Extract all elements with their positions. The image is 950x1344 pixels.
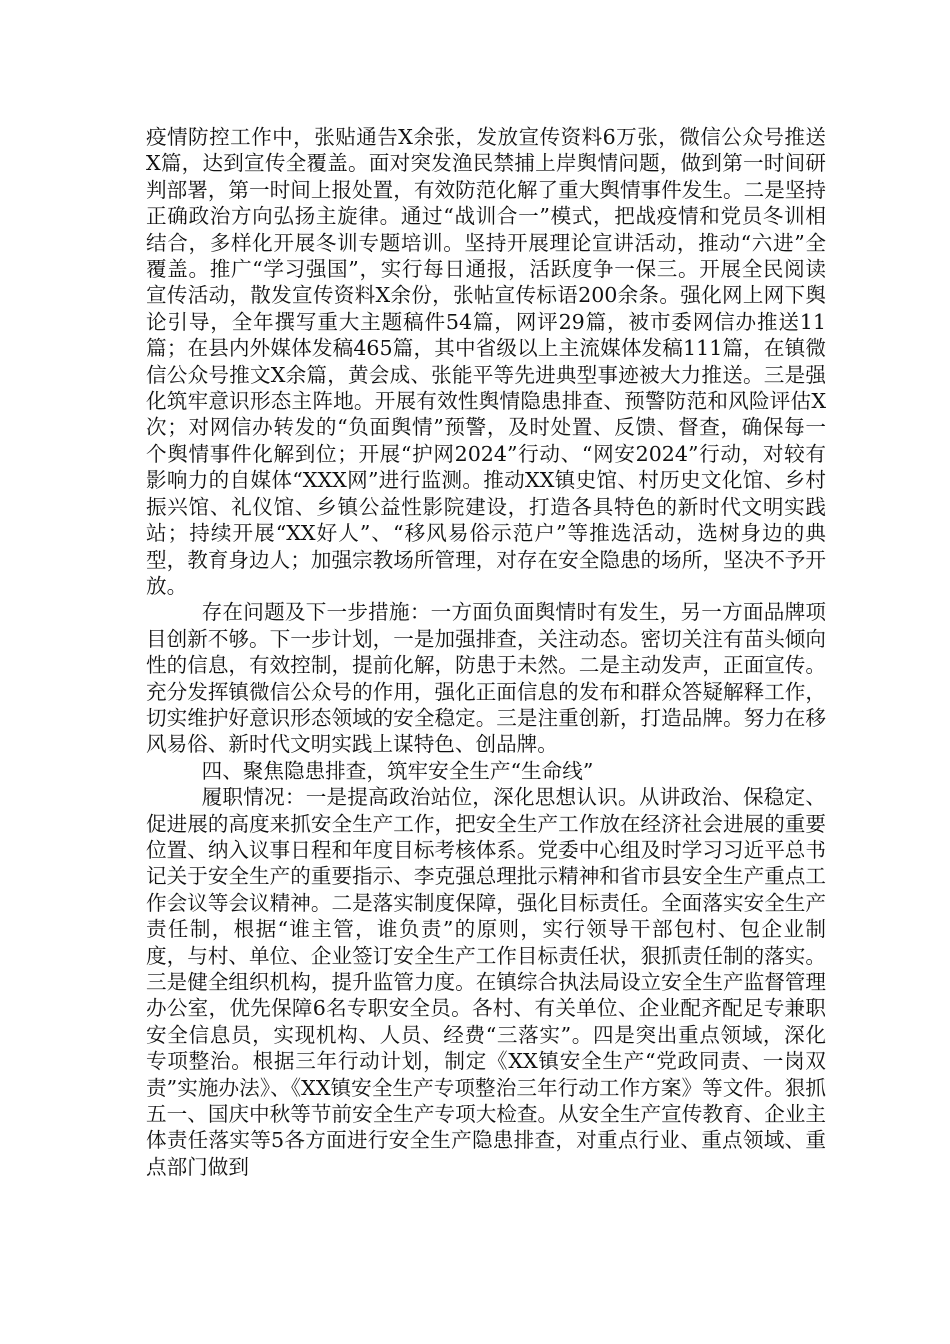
paragraph-problems-next-steps: 存在问题及下一步措施：一方面负面舆情时有发生，另一方面品牌项目创新不够。下一步计划，一是加强排查，关注动态。密切关注有苗头倾向性的信息，有效控制，提前化解，防患于未然。二是主动发声，正面宣传。充分发挥镇微信公众号的作用，强化正面信息的发布和群众答疑解释工作，切实维护好意识形态领域的安全稳定。三是注重创新，打造品牌。努力在移风易俗、新时代文明实践上谋特色、创品牌。 — [146, 600, 826, 757]
document-body — [146, 124, 826, 1180]
section-heading: 四、聚焦隐患排查，筑牢安全生产“生命线” — [201, 758, 594, 783]
paragraph-continued: 疫情防控工作中，张贴通告X余张，发放宣传资料6万张，微信公众号推送X篇，达到宣传全覆盖。面对突发渔民禁捕上岸舆情问题，做到第一时间研判部署，第一时间上报处置，有效防范化解了重大舆情事件发生。二是坚持正确政治方向弘扬主旋律。通过“战训合一”模式，把战疫情和党员冬训相结合，多样化开展冬训专题培训。坚持开展理论宣讲活动，推动“六进”全覆盖。推广“学习强国”，实行每日通报，活跃度争一保三。开展全民阅读宣传活动，散发宣传资料X余份，张帖宣传标语200余条。强化网上网下舆论引导，全年撰写重大主题稿件54篇，网评29篇，被市委网信办推送11篇；在县内外媒体发稿465篇，其中省级以上主流媒体发稿111篇，在镇微信公众号推文X余篇，黄会成、张能平等先进典型事迹被大力推送。三是强化筑牢意识形态主阵地。开展有效性舆情隐患排查、预警防范和风险评估X次；对网信办转发的“负面舆情”预警，及时处置、反馈、督查，确保每一个舆情事件化解到位；开展“护网2024”行动、“网安2024”行动，对较有影响力的自媒体“XXX网”进行监测。推动XX镇史馆、村历史文化馆、乡村振兴馆、礼仪馆、乡镇公益性影院建设，打造各具特色的新时代文明实践站；持续开展“XX好人”、“移风易俗示范户”等推选活动，选树身边的典型，教育身边人；加强宗教场所管理，对存在安全隐患的场所，坚决不予开放。 — [146, 125, 826, 598]
paragraph-duty-performance: 履职情况：一是提高政治站位，深化思想认识。从讲政治、保稳定、促进展的高度来抓安全生产工作，把安全生产工作放在经济社会进展的重要位置、纳入议事日程和年度目标考核体系。党委中心组及时学习习近平总书记关于安全生产的重要指示、李克强总理批示精神和省市县安全生产重点工作会议等会议精神。二是落实制度保障，强化目标责任。全面落实安全生产责任制，根据“谁主管，谁负责”的原则，实行领导干部包村、包企业制度，与村、单位、企业签订安全生产工作目标责任状，狠抓责任制的落实。三是健全组织机构，提升监管力度。在镇综合执法局设立安全生产监督管理办公室，优先保障6名专职安全员。各村、有关单位、企业配齐配足专兼职安全信息员，实现机构、人员、经费“三落实”。四是突出重点领域，深化专项整治。根据三年行动计划，制定《XX镇安全生产“党政同责、一岗双责”实施办法》、《XX镇安全生产专项整治三年行动工作方案》等文件。狠抓五一、国庆中秋等节前安全生产专项大检查。从安全生产宣传教育、企业主体责任落实等5各方面进行安全生产隐患排查，对重点行业、重点领域、重点部门做到 — [146, 785, 826, 1179]
